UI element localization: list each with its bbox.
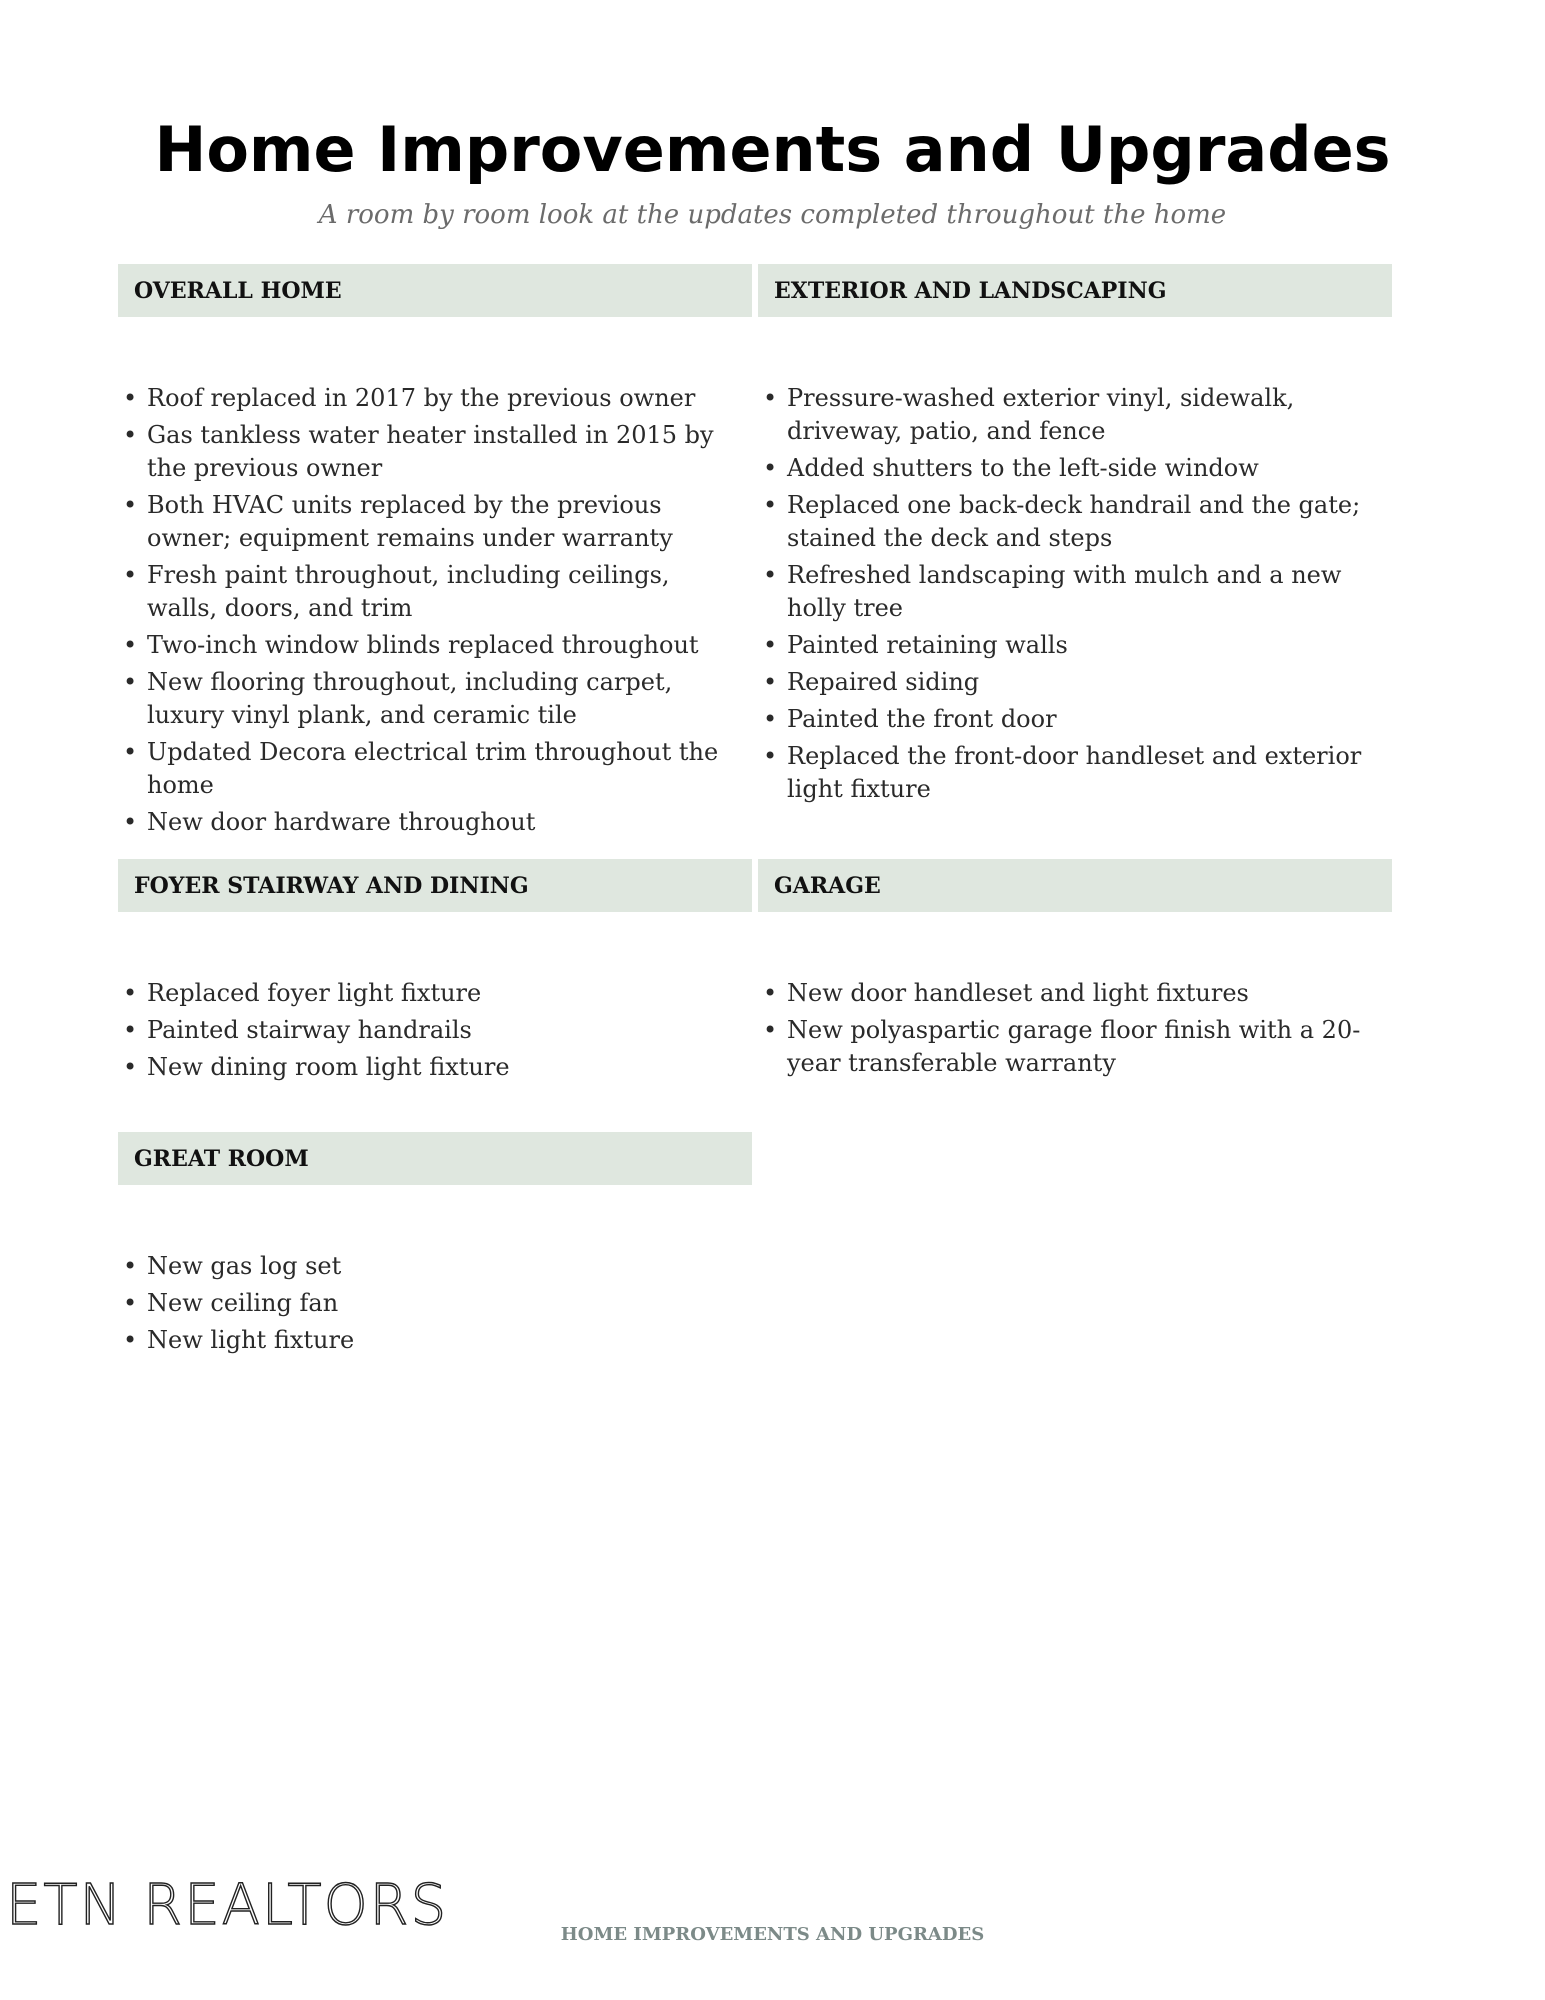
bullet-list	[129, 1250, 752, 1357]
list-item: • Repaired siding	[769, 666, 1392, 699]
list-item: • New door hardware throughout	[129, 806, 752, 839]
list-item: • Replaced foyer light fixture	[129, 977, 752, 1010]
list-item: • Refreshed landscaping with mulch and a new holly tree	[769, 559, 1392, 625]
list-item: • New light fixture	[129, 1324, 752, 1357]
bullet-list	[769, 977, 1392, 1080]
running-footer: HOME IMPROVEMENTS AND UPGRADES	[560, 1924, 985, 1945]
list-item: • Added shutters to the left-side window	[769, 452, 1392, 485]
bullet-list	[129, 977, 752, 1084]
list-item: • New ceiling fan	[129, 1287, 752, 1320]
list-item: • Fresh paint throughout, including ceilings, walls, doors, and trim	[129, 559, 752, 625]
section-heading: GARAGE	[758, 859, 1392, 912]
list-item: • New door handleset and light fixtures	[769, 977, 1392, 1010]
list-item: • New flooring throughout, including carpet, luxury vinyl plank, and ceramic tile	[129, 666, 752, 732]
list-item: • Painted the front door	[769, 703, 1392, 736]
section-heading: OVERALL HOME	[118, 264, 752, 317]
section-heading: EXTERIOR AND LANDSCAPING	[758, 264, 1392, 317]
section-exterior-and-landscaping	[758, 264, 1392, 810]
list-item: • Roof replaced in 2017 by the previous owner	[129, 382, 752, 415]
section-garage	[758, 859, 1392, 1084]
section-heading: FOYER STAIRWAY AND DINING	[118, 859, 752, 912]
list-item: • New polyaspartic garage floor finish with a 20-year transferable warranty	[769, 1014, 1392, 1080]
list-item: • Two-inch window blinds replaced throughout	[129, 629, 752, 662]
list-item: • Replaced the front-door handleset and exterior light fixture	[769, 740, 1392, 806]
list-item: • Gas tankless water heater installed in 2015 by the previous owner	[129, 419, 752, 485]
list-item: • Updated Decora electrical trim throughout the home	[129, 736, 752, 802]
list-item: • New gas log set	[129, 1250, 752, 1283]
section-heading: GREAT ROOM	[118, 1132, 752, 1185]
section-foyer-stairway-and-dining	[118, 859, 752, 1088]
list-item: • Replaced one back-deck handrail and the gate; stained the deck and steps	[769, 489, 1392, 555]
page-title: Home Improvements and Upgrades	[154, 113, 1391, 186]
section-great-room	[118, 1132, 752, 1361]
list-item: • Both HVAC units replaced by the previous owner; equipment remains under warranty	[129, 489, 752, 555]
page-subtitle: A room by room look at the updates completed throughout the home	[318, 200, 1227, 230]
list-item: • Pressure-washed exterior vinyl, sidewalk, driveway, patio, and fence	[769, 382, 1392, 448]
list-item: • Painted stairway handrails	[129, 1014, 752, 1047]
list-item: • New dining room light fixture	[129, 1051, 752, 1084]
bullet-list	[129, 382, 752, 839]
list-item: • Painted retaining walls	[769, 629, 1392, 662]
section-overall-home	[118, 264, 752, 843]
bullet-list	[769, 382, 1392, 806]
brand-logo: ETN REALTORS	[6, 1873, 449, 1938]
